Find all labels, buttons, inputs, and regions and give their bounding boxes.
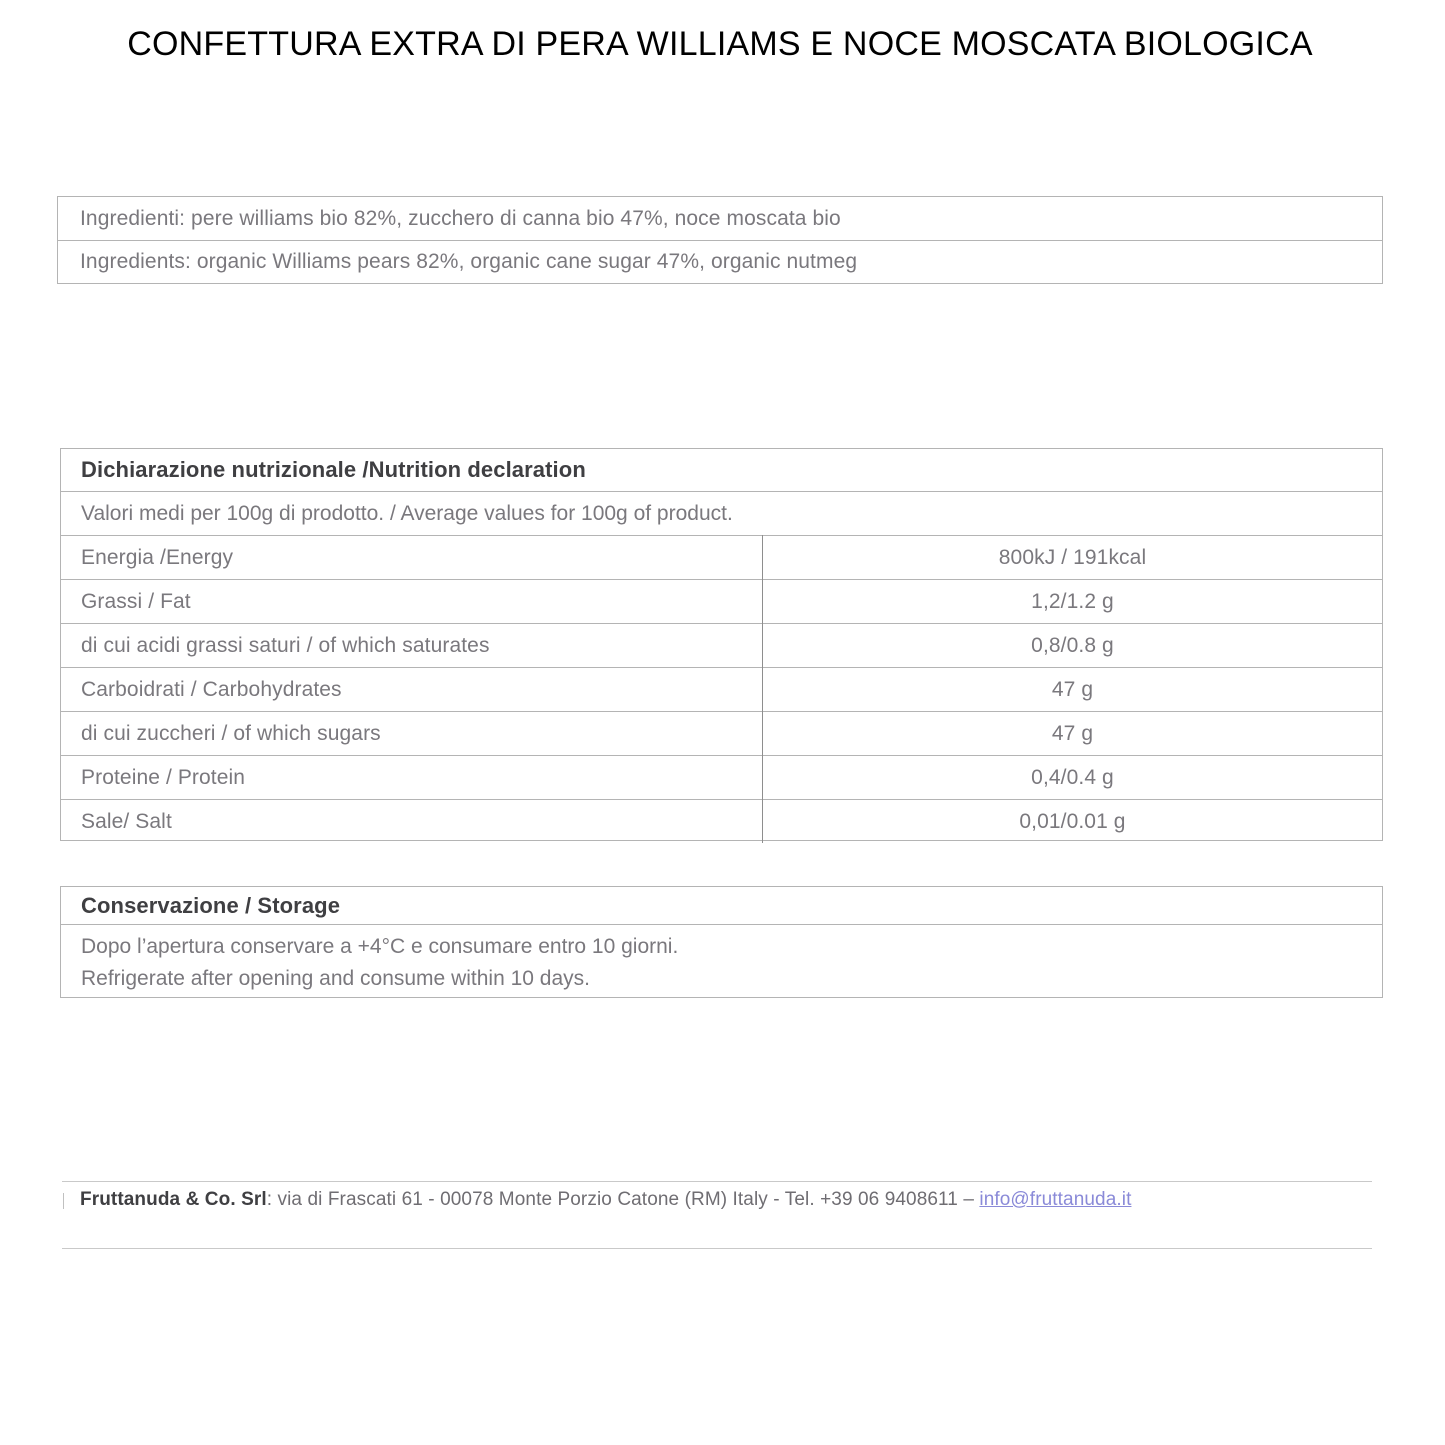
footer	[0, 1175, 1445, 1265]
nutrient-value: 0,01/0.01 g	[763, 800, 1383, 844]
nutrient-label: Grassi / Fat	[61, 580, 763, 624]
ingredients-panel	[57, 196, 1383, 284]
ingredients-row-italian: Ingredienti: pere williams bio 82%, zucchero di canna bio 47%, noce moscata bio	[80, 206, 841, 230]
nutrient-value: 0,8/0.8 g	[763, 624, 1383, 668]
footer-address: : via di Frascati 61 - 00078 Monte Porzio Catone (RM) Italy - Tel. +39 06 9408611 –	[266, 1189, 980, 1210]
nutrition-subheading: Valori medi per 100g di prodotto. / Average values for 100g of product.	[61, 491, 1382, 535]
storage-panel	[60, 886, 1383, 998]
nutrition-declaration-panel	[60, 448, 1383, 841]
nutrition-heading: Dichiarazione nutrizionale /Nutrition declaration	[81, 457, 586, 482]
table-row	[61, 756, 1382, 800]
footer-left-tick	[63, 1193, 64, 1209]
table-row	[61, 668, 1382, 712]
nutrition-table	[61, 535, 1382, 843]
nutrient-label: di cui zuccheri / of which sugars	[61, 712, 763, 756]
footer-divider-top	[62, 1181, 1372, 1182]
nutrient-label: di cui acidi grassi saturi / of which saturates	[61, 624, 763, 668]
footer-divider-bottom	[62, 1248, 1372, 1249]
storage-heading: Conservazione / Storage	[81, 892, 341, 918]
footer-email-link[interactable]: info@fruttanuda.it	[979, 1189, 1132, 1210]
table-row	[61, 536, 1382, 580]
storage-line-italian: Dopo l’apertura conservare a +4°C e consumare entro 10 giorni.	[81, 935, 679, 958]
footer-company-name: Fruttanuda & Co. Srl	[80, 1189, 267, 1210]
table-row	[61, 624, 1382, 668]
table-row	[61, 800, 1382, 844]
ingredients-row-english: Ingredients: organic Williams pears 82%, organic cane sugar 47%, organic nutmeg	[58, 240, 1382, 283]
table-row	[61, 580, 1382, 624]
nutrient-label: Proteine / Protein	[61, 756, 763, 800]
nutrient-label: Carboidrati / Carbohydrates	[61, 668, 763, 712]
nutrient-value: 800kJ / 191kcal	[763, 536, 1383, 580]
nutrient-value: 1,2/1.2 g	[763, 580, 1383, 624]
table-row	[61, 712, 1382, 756]
footer-company-info	[80, 1189, 1131, 1211]
nutrient-label: Energia /Energy	[61, 536, 763, 580]
nutrient-label: Sale/ Salt	[61, 800, 763, 844]
storage-body	[61, 924, 1382, 995]
storage-line-english: Refrigerate after opening and consume within 10 days.	[81, 967, 590, 990]
nutrient-value: 0,4/0.4 g	[763, 756, 1383, 800]
nutrient-value: 47 g	[763, 668, 1383, 712]
page-title: CONFETTURA EXTRA DI PERA WILLIAMS E NOCE MOSCATA BIOLOGICA	[127, 25, 1313, 63]
nutrient-value: 47 g	[763, 712, 1383, 756]
